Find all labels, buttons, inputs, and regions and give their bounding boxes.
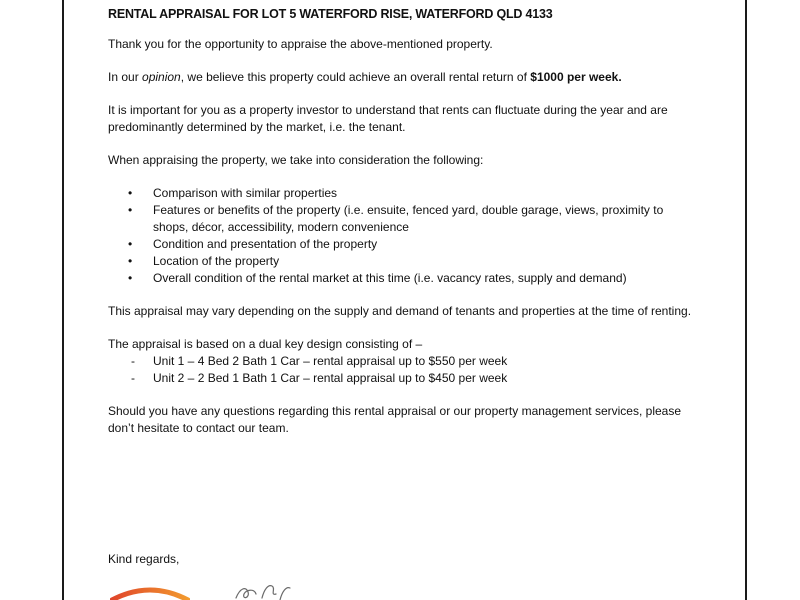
opinion-mid: , we believe this property could achieve an overall rental return of: [180, 70, 531, 84]
signature-icon: [232, 582, 302, 600]
letter-body: [108, 6, 698, 453]
list-item: - Unit 2 – 2 Bed 1 Bath 1 Car – rental appraisal up to $450 per week: [153, 370, 698, 387]
list-item: • Condition and presentation of the property: [153, 236, 698, 253]
dual-key-intro: The appraisal is based on a dual key design consisting of –: [108, 337, 423, 351]
units-list: [108, 353, 698, 387]
opinion-emphasis: opinion: [142, 70, 181, 84]
considerations-list: [108, 185, 698, 287]
company-logo-icon: [110, 586, 190, 600]
investor-paragraph: It is important for you as a property investor to understand that rents can fluctuate during the year and are predominantly determined by the market, i.e. the tenant.: [108, 103, 668, 134]
list-item: - Unit 1 – 4 Bed 2 Bath 1 Car – rental appraisal up to $550 per week: [153, 353, 698, 370]
considerations-intro: When appraising the property, we take into consideration the following:: [108, 153, 484, 167]
opinion-pre: In our: [108, 70, 143, 84]
letter-title: RENTAL APPRAISAL FOR LOT 5 WATERFORD RISE, WATERFORD QLD 4133: [108, 7, 553, 21]
opinion-paragraph: [108, 69, 698, 86]
kind-regards: Kind regards,: [108, 552, 180, 566]
list-item: • Comparison with similar properties: [153, 185, 698, 202]
variance-paragraph: This appraisal may vary depending on the supply and demand of tenants and properties at the time of renting.: [108, 304, 692, 318]
list-item: • Location of the property: [153, 253, 698, 270]
list-item: • Overall condition of the rental market at this time (i.e. vacancy rates, supply and demand): [153, 270, 698, 287]
list-item: • Features or benefits of the property (i.e. ensuite, fenced yard, double garage, views, proximity to shops, décor, accessibility, modern convenience: [153, 202, 698, 236]
page-border-right: [745, 0, 747, 600]
rental-amount: $1000 per week.: [530, 70, 622, 84]
page-border-left: [62, 0, 64, 600]
contact-paragraph: Should you have any questions regarding this rental appraisal or our property management services, please don’t hesitate to contact our team.: [108, 404, 681, 435]
thanks-paragraph: Thank you for the opportunity to appraise the above-mentioned property.: [108, 37, 493, 51]
